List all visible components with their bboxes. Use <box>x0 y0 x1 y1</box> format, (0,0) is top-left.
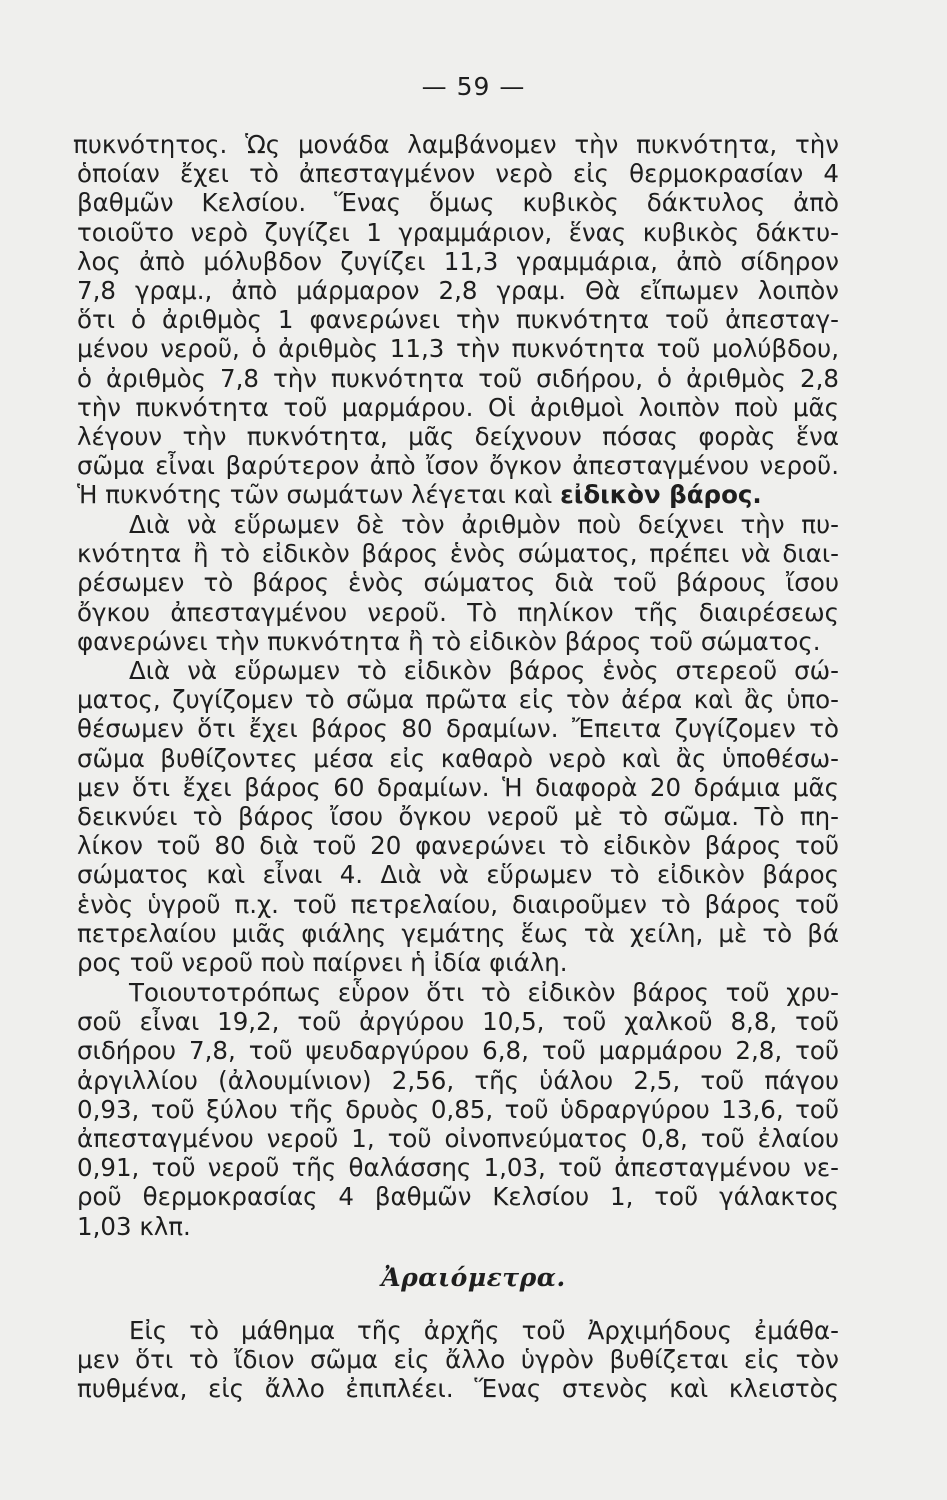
paragraph-specific-weight-method <box>77 510 839 656</box>
text-line: θέσωμεν ὅτι ἔχει βάρος 80 δραμίων. Ἔπειτα ζυγίζομεν τὸ <box>77 714 839 744</box>
line-prefix: Ἡ πυκνότης τῶν σωμάτων λέγεται καὶ <box>77 480 561 510</box>
text-line: Τοιουτοτρόπως εὗρον ὅτι τὸ εἰδικὸν βάρος τοῦ χρυ- <box>129 978 839 1007</box>
text-line: δεικνύει τὸ βάρος ἴσου ὄγκου νεροῦ μὲ τὸ σῶμα. Τὸ πη- <box>77 801 839 831</box>
bold-term-specific-weight: εἰδικὸν βάρος. <box>560 480 762 510</box>
paragraph-solid-weight <box>77 656 839 977</box>
text-line: ματος, ζυγίζομεν τὸ σῶμα πρῶτα εἰς τὸν ἀέρα καὶ ἂς ὑπο- <box>77 685 839 715</box>
text-line: μένου νεροῦ, ὁ ἀριθμὸς 11,3 τὴν πυκνότητα τοῦ μολύβδου, <box>77 334 839 364</box>
text-line: κνότητα ἢ τὸ εἰδικὸν βάρος ἑνὸς σώματος, πρέπει νὰ διαι- <box>77 539 839 569</box>
text-line: σῶμα εἶναι βαρύτερον ἀπὸ ἴσον ὄγκον ἀπεσταγμένου νεροῦ. <box>77 451 839 481</box>
text-line: πυθμένα, εἰς ἄλλο ἐπιπλέει. Ἕνας στενὸς καὶ κλειστὸς <box>77 1374 839 1404</box>
paragraph-archimedes <box>77 1316 839 1404</box>
text-line: σοῦ εἶναι 19,2, τοῦ ἀργύρου 10,5, τοῦ χαλκοῦ 8,8, τοῦ <box>77 1007 839 1037</box>
text-line: φανερώνει τὴν πυκνότητα ἢ τὸ εἰδικὸν βάρος τοῦ σώματος. <box>77 626 821 656</box>
text-line: ὄγκου ἀπεσταγμένου νεροῦ. Τὸ πηλίκον τῆς διαιρέσεως <box>77 597 839 627</box>
text-line: ἀργιλλίου (ἀλουμίνιον) 2,56, τῆς ὑάλου 2,5, τοῦ πάγου <box>77 1065 839 1095</box>
text-line: πυκνότητος. Ὡς μονάδα λαμβάνομεν τὴν πυκνότητα, τὴν <box>73 130 839 159</box>
text-line: τὴν πυκνότητα τοῦ μαρμάρου. Οἱ ἀριθμοὶ λοιπὸν ποὺ μᾶς <box>77 392 839 422</box>
text-line: τοιοῦτο νερὸ ζυγίζει 1 γραμμάριον, ἕνας κυβικὸς δάκτυ- <box>77 217 839 247</box>
text-line: ὁποίαν ἔχει τὸ ἀπεσταγμένον νερὸ εἰς θερμοκρασίαν 4 <box>77 159 839 189</box>
text-line: βαθμῶν Κελσίου. Ἕνας ὅμως κυβικὸς δάκτυλος ἀπὸ <box>77 188 839 218</box>
text-line-with-term <box>77 480 839 509</box>
text-line: λέγουν τὴν πυκνότητα, μᾶς δείχνουν πόσας φορὰς ἕνα <box>77 421 839 451</box>
text-line: ὅτι ὁ ἀριθμὸς 1 φανερώνει τὴν πυκνότητα τοῦ ἀπεσταγ- <box>77 305 839 335</box>
text-line: ἑνὸς ὑγροῦ π.χ. τοῦ πετρελαίου, διαιροῦμεν τὸ βάρος τοῦ <box>77 889 839 919</box>
text-line: ἀπεσταγμένου νεροῦ 1, τοῦ οἰνοπνεύματος 0,8, τοῦ ἐλαίου <box>77 1123 839 1153</box>
paragraph-density-unit <box>73 130 839 510</box>
section-heading-hydrometers: Ἀραιόμετρα. <box>381 1263 566 1292</box>
text-line: ρος τοῦ νεροῦ ποὺ παίρνει ἡ ἰδία φιάλη. <box>77 947 568 977</box>
text-line: Διὰ νὰ εὕρωμεν δὲ τὸν ἀριθμὸν ποὺ δείχνει τὴν πυ- <box>129 510 839 539</box>
text-line: σῶμα βυθίζοντες μέσα εἰς καθαρὸ νερὸ καὶ ἂς ὑποθέσω- <box>77 743 839 773</box>
text-line: ρέσωμεν τὸ βάρος ἑνὸς σώματος διὰ τοῦ βάρους ἴσου <box>77 568 839 598</box>
text-line: μεν ὅτι τὸ ἴδιον σῶμα εἰς ἄλλο ὑγρὸν βυθίζεται εἰς τὸν <box>77 1345 839 1375</box>
text-line: 0,93, τοῦ ξύλου τῆς δρυὸς 0,85, τοῦ ὑδραργύρου 13,6, τοῦ <box>77 1094 839 1124</box>
text-line: Διὰ νὰ εὕρωμεν τὸ εἰδικὸν βάρος ἑνὸς στερεοῦ σώ- <box>129 656 839 685</box>
text-line: Εἰς τὸ μάθημα τῆς ἀρχῆς τοῦ Ἀρχιμήδους ἐμάθα- <box>129 1316 839 1345</box>
text-line: 7,8 γραμ., ἀπὸ μάρμαρον 2,8 γραμ. Θὰ εἴπωμεν λοιπὸν <box>77 275 839 305</box>
text-line: σώματος καὶ εἶναι 4. Διὰ νὰ εὕρωμεν τὸ εἰδικὸν βάρος <box>77 860 839 890</box>
text-line: 0,91, τοῦ νεροῦ τῆς θαλάσσης 1,03, τοῦ ἀπεσταγμένου νε- <box>77 1153 839 1183</box>
text-line: λίκον τοῦ 80 διὰ τοῦ 20 φανερώνει τὸ εἰδικὸν βάρος τοῦ <box>77 831 839 861</box>
text-line: 1,03 κλπ. <box>77 1211 191 1241</box>
text-line: πετρελαίου μιᾶς φιάλης γεμάτης ἕως τὰ χείλη, μὲ τὸ βά <box>77 918 839 948</box>
text-line: μεν ὅτι ἔχει βάρος 60 δραμίων. Ἡ διαφορὰ 20 δράμια μᾶς <box>77 772 839 802</box>
page-number: — 59 — <box>421 72 526 101</box>
text-line: ροῦ θερμοκρασίας 4 βαθμῶν Κελσίου 1, τοῦ γάλακτος <box>77 1182 839 1212</box>
text-line: λος ἀπὸ μόλυβδον ζυγίζει 11,3 γραμμάρια, ἀπὸ σίδηρον <box>77 246 839 276</box>
paragraph-specific-weights-list <box>77 978 839 1241</box>
text-line: σιδήρου 7,8, τοῦ ψευδαργύρου 6,8, τοῦ μαρμάρου 2,8, τοῦ <box>77 1036 839 1066</box>
text-line: ὁ ἀριθμὸς 7,8 τὴν πυκνότητα τοῦ σιδήρου, ὁ ἀριθμὸς 2,8 <box>77 363 839 393</box>
